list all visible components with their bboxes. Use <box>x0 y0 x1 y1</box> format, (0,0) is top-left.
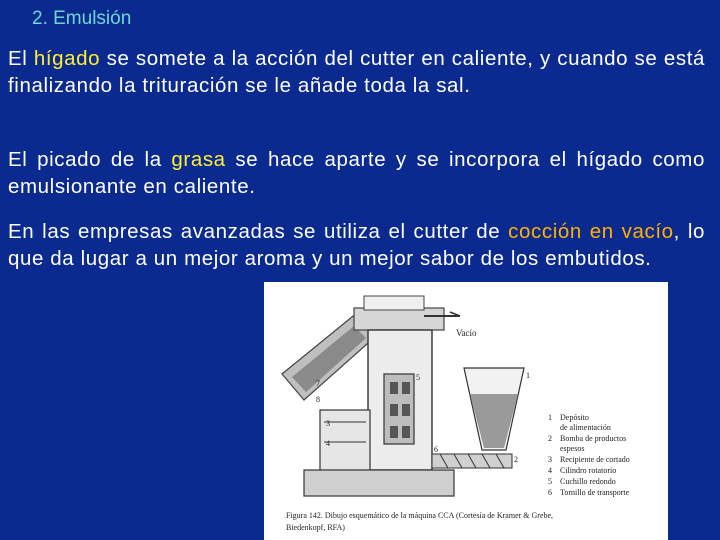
legend-text-1b: de alimentación <box>560 423 611 432</box>
p1-text-end: se somete a la acción del cutter en caliente, y cuando se está finalizando la trituración se le añade toda la sal. <box>8 47 705 97</box>
legend-text-6: Tornillo de transporte <box>560 488 630 497</box>
legend-text-2a: Bomba de productos <box>560 434 627 443</box>
knife-block-3 <box>390 404 398 416</box>
p2-text-end: se hace aparte y se incorpora el hígado como emulsionante en caliente. <box>8 148 705 198</box>
legend-text-3: Recipiente de cortado <box>560 455 630 464</box>
diagram-number-6: 6 <box>434 445 438 454</box>
highlight-higado: hígado <box>33 47 101 70</box>
diagram-number-8: 8 <box>316 395 320 404</box>
knife-block-6 <box>402 426 410 438</box>
diagram-number-5: 5 <box>416 373 420 382</box>
diagram-number-7: 7 <box>316 379 320 388</box>
diagram-number-2: 2 <box>514 455 518 464</box>
diagram-legend <box>548 413 630 497</box>
hopper-contents <box>470 394 518 448</box>
figure-caption-line1: Figura 142. Dibujo esquemático de la máquina CCA (Cortesía de Kramer & Grebe, <box>286 511 554 520</box>
machine-base <box>304 470 454 496</box>
knife-block-2 <box>402 382 410 394</box>
legend-text-4: Cilindro rotatorio <box>560 466 617 475</box>
legend-num-1: 1 <box>548 413 552 422</box>
legend-text-2b: espesos <box>560 444 585 453</box>
p2-text-start: El picado de la <box>8 148 172 171</box>
legend-text-5: Cuchillo redondo <box>560 477 616 486</box>
cutter-diagram-svg <box>264 282 668 540</box>
diagram-number-4: 4 <box>326 439 330 448</box>
legend-num-6: 6 <box>548 488 552 497</box>
diagram-number-1: 1 <box>526 371 530 380</box>
p3-text-end: , lo que da lugar a un mejor aroma y un mejor sabor de los embutidos. <box>8 220 705 270</box>
paragraph-fat <box>8 146 705 200</box>
legend-num-5: 5 <box>548 477 552 486</box>
slide-title: 2. Emulsión <box>32 8 132 29</box>
knife-block-5 <box>390 426 398 438</box>
top-cover <box>354 308 444 330</box>
diagram-number-3: 3 <box>326 419 330 428</box>
p1-text-start: El <box>8 47 34 70</box>
top-lid <box>364 296 424 310</box>
figure-caption-line2: Biedenkopf, RFA) <box>286 523 345 532</box>
legend-num-3: 3 <box>548 455 552 464</box>
legend-text-1a: Depósito <box>560 413 589 422</box>
cutter-diagram-figure <box>264 282 668 540</box>
highlight-grasa: grasa <box>171 148 226 171</box>
knife-block-1 <box>390 382 398 394</box>
highlight-coccion-vacio: cocción en vacío <box>508 220 674 243</box>
knife-block-4 <box>402 404 410 416</box>
legend-num-2: 2 <box>548 434 552 443</box>
legend-num-4: 4 <box>548 466 552 475</box>
vacuum-label: Vacío <box>456 328 477 338</box>
paragraph-vacuum <box>8 218 705 272</box>
paragraph-liver <box>8 45 705 99</box>
p3-text-start: En las empresas avanzadas se utiliza el cutter de <box>8 220 509 243</box>
